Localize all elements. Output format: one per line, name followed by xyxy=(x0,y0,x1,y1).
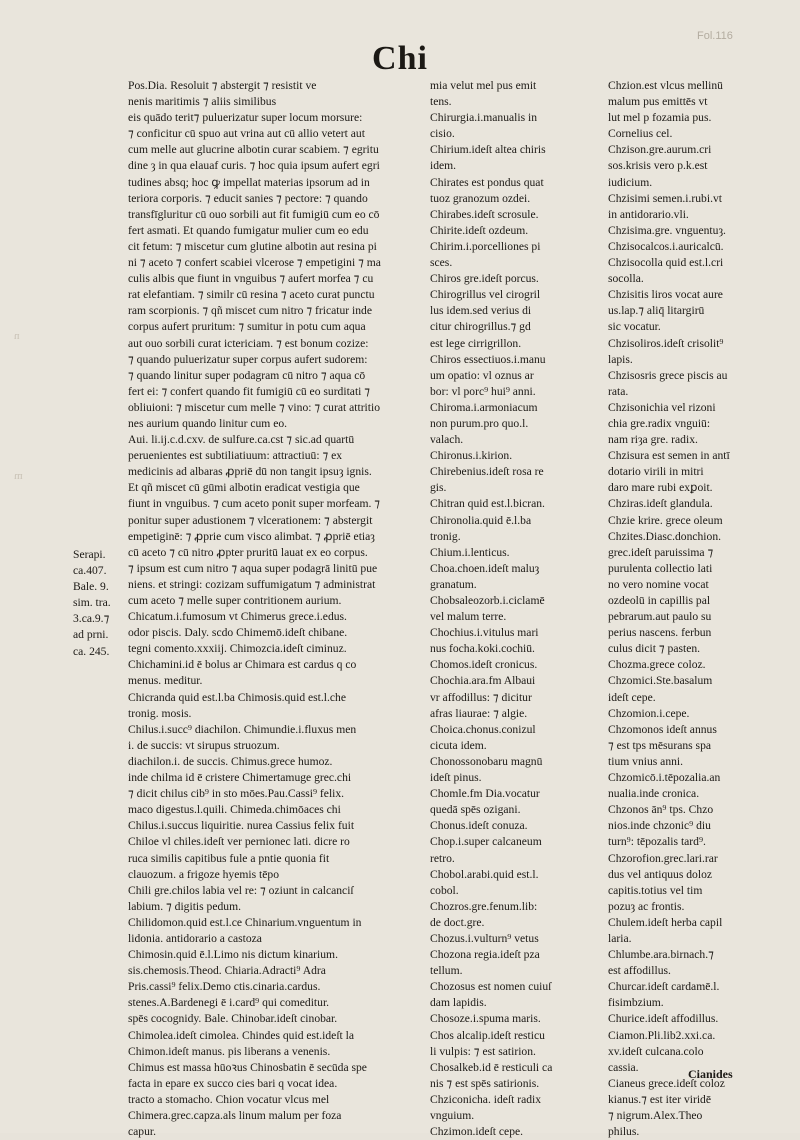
text-line: Chiroma.i.armoniacum xyxy=(430,400,538,414)
text-line: Chzomicō.i.tēpozalia.an xyxy=(608,771,721,785)
text-line: sic vocatur. xyxy=(608,320,661,334)
text-line: sces. xyxy=(430,256,453,270)
text-line: kianus.⁊ est iter viridē xyxy=(608,1092,711,1106)
text-column-left xyxy=(128,78,428,1140)
text-line: rata. xyxy=(608,384,629,398)
text-line: nus focha.koki.cochiū. xyxy=(430,642,535,656)
text-line: pozuȝ ac frontis. xyxy=(608,899,685,913)
text-line: granatum. xyxy=(430,577,477,591)
text-line: Chili gre.chilos labia vel re: ⁊ oziunt in calcanciſ xyxy=(128,883,354,897)
text-line: dam lapidis. xyxy=(430,996,487,1010)
text-line: Cianeus grece.ideſt coloz xyxy=(608,1076,725,1090)
text-line: Chosalkeb.id ē resticuli ca xyxy=(430,1060,553,1074)
text-line: Chilus.i.succ⁹ diachilon. Chimundie.i.fluxus men xyxy=(128,722,357,736)
text-line: Chzomion.i.cepe. xyxy=(608,706,690,720)
text-line: gis. xyxy=(430,481,447,495)
text-line: xv.ideſt culcana.colo xyxy=(608,1044,704,1058)
text-line: Chimosin.quid ē.l.Limo nis dictum kinarium. xyxy=(128,948,338,962)
text-line: Chochia.ara.fm Albaui xyxy=(430,674,536,688)
text-line: philus. xyxy=(608,1125,640,1139)
text-line: vnguium. xyxy=(430,1109,475,1122)
bleed-through-mark: n xyxy=(14,330,20,342)
text-line: Chomle.fm Dia.vocatur xyxy=(430,787,540,801)
margin-note-line: Serapi. xyxy=(73,548,106,561)
text-line: Chochius.i.vitulus mari xyxy=(430,626,539,640)
text-line: Chos alcalip.ideſt resticu xyxy=(430,1028,545,1042)
text-line: medicinis ad albaras ꝓpriē dū non tangit ipsuȝ ignis. xyxy=(128,465,372,479)
text-line: nam riȝa gre. radix. xyxy=(608,433,698,447)
text-line: Chimera.grec.capza.als linum malum per foza xyxy=(128,1109,342,1122)
text-line: odor piscis. Daly. scdo Chimemō.ideſt chibane. xyxy=(128,626,348,640)
text-line: vr affodillus: ⁊ dicitur xyxy=(430,690,532,704)
text-line: Chozosus est nomen cuiuſ xyxy=(430,980,552,994)
text-line: dine ȝ in qua elauaf curis. ⁊ hoc quia ipsum aufert egri xyxy=(128,159,380,173)
text-line: Chzomonos ideſt annus xyxy=(608,722,717,736)
text-line: non purum.pro quo.l. xyxy=(430,416,529,430)
text-line: culus dicit ⁊ pasten. xyxy=(608,642,701,656)
text-line: sos.krisis vero p.k.est xyxy=(608,159,708,173)
margin-note-line: sim. tra. xyxy=(73,596,111,610)
text-line: Chium.i.lenticus. xyxy=(430,545,510,559)
text-line: Chop.i.super calcaneum xyxy=(430,835,542,849)
text-line: Chonossonobaru magnū xyxy=(430,754,543,768)
text-line: Chzorofion.grec.lari.rar xyxy=(608,851,718,865)
text-line: lapis. xyxy=(608,352,633,366)
text-line: Chzomici.Ste.basalum xyxy=(608,674,713,688)
text-line: obliuioni: ⁊ miscetur cum melle ⁊ vino: ⁊ curat attritio xyxy=(128,400,381,414)
catchword: Cianides xyxy=(688,1067,733,1081)
text-line: nualia.inde cronica. xyxy=(608,787,700,801)
text-line: Chzisoliros.ideſt crisolit⁹ xyxy=(608,336,724,350)
text-line: perius nascens. ferbun xyxy=(608,626,712,640)
text-line: cū aceto ⁊ cū nitro ꝓpter pruritū lauat ex eo corpus. xyxy=(128,545,368,559)
text-line: nenis maritimis ⁊ aliis similibus xyxy=(128,95,277,109)
text-line: Chirite.ideſt ozdeum. xyxy=(430,223,529,237)
text-line: Chzie krire. grece oleum xyxy=(608,513,723,527)
text-line: capitis.totius vel tim xyxy=(608,883,703,897)
text-line: tellum. xyxy=(430,964,463,978)
text-line: Churice.ideſt affodillus. xyxy=(608,1012,719,1026)
text-line: um opatio: vl oznus ar xyxy=(430,368,534,382)
text-line: Chozma.grece coloz. xyxy=(608,658,706,672)
text-line: chia gre.radix vnguiū: xyxy=(608,416,711,430)
text-line: cisio. xyxy=(430,127,455,141)
text-line: Chzisura est semen in antī xyxy=(608,449,730,463)
text-line: Chomos.ideſt cronicus. xyxy=(430,658,538,672)
text-line: clauozum. a frigoze hyemis tēpo xyxy=(128,867,279,881)
text-line: ruca similis capitibus fule a pntie quonia fit xyxy=(128,851,330,865)
text-line: Chironolia.quid ē.l.ba xyxy=(430,513,532,527)
text-line: Chzisonichia vel rizoni xyxy=(608,400,716,414)
margin-note-line: Bale. 9. xyxy=(73,580,109,594)
text-line: lut mel p fozamia pus. xyxy=(608,111,712,125)
text-line: dus vel antiquus doloz xyxy=(608,867,713,881)
text-line: nes aurium quando linitur cum eo. xyxy=(128,416,288,430)
text-line: purulenta collectio lati xyxy=(608,561,713,575)
text-line: Chlumbe.ara.birnach.⁊ xyxy=(608,948,714,962)
text-line: Chirogrillus vel cirogril xyxy=(430,288,541,302)
text-line: Chiros gre.ideſt porcus. xyxy=(430,272,539,286)
text-line: Chirabes.ideſt scrosule. xyxy=(430,207,539,221)
text-line: ⁊ quando linitur super podagram cū nitro ⁊ aqua cō xyxy=(128,368,366,382)
text-line: cit fetum: ⁊ miscetur cum glutine albotin aut resina pi xyxy=(128,239,377,253)
text-line: dotario virili in mitri xyxy=(608,465,704,479)
margin-note-line: 3.ca.9.⁊ xyxy=(73,612,110,626)
margin-note-line: ca. 245. xyxy=(73,644,110,658)
text-line: Chziconicha. ideſt radix xyxy=(430,1092,542,1106)
text-line: Chzison.gre.aurum.cri xyxy=(608,143,712,157)
text-line: labium. ⁊ digitis pedum. xyxy=(128,899,241,913)
text-line: Chirim.i.porcelliones pi xyxy=(430,239,541,253)
text-line: corpus aufert pruritum: ⁊ sumitur in potu cum aqua xyxy=(128,320,366,334)
bleed-through-mark: m xyxy=(14,470,23,482)
text-line: Chozros.gre.fenum.lib: xyxy=(430,899,538,913)
text-line: ⁊ conficitur cū spuo aut vrina aut cū allio vetert aut xyxy=(128,127,365,141)
text-line: no vero nomine vocat xyxy=(608,577,709,591)
text-line: laria. xyxy=(608,931,632,945)
text-line: Chonus.ideſt conuza. xyxy=(430,819,528,833)
text-line: lus idem.sed verius di xyxy=(430,304,532,318)
text-line: turn⁹: tēpozalis tard⁹. xyxy=(608,835,706,849)
text-line: ponitur super adustionem ⁊ vlcerationem: ⁊ abstergit xyxy=(128,513,373,527)
text-line: iudicium. xyxy=(608,175,653,189)
text-line: socolla. xyxy=(608,272,644,286)
text-line: cum aceto ⁊ melle super contritionem aurium. xyxy=(128,594,342,607)
text-line: pebrarum.aut paulo su xyxy=(608,610,712,624)
text-line: citur chirogrillus.⁊ gd xyxy=(430,320,531,334)
text-line: Chzion.est vlcus mellinū xyxy=(608,79,723,92)
text-line: facta in epare ex succo cies bari q vocat idea. xyxy=(128,1076,338,1090)
text-line: cassia. xyxy=(608,1060,639,1074)
text-line: cum melle aut glucrine albotin curar scabiem. ⁊ egritu xyxy=(128,143,379,157)
text-line: ram scorpionis. ⁊ qñ miscet cum nitro ⁊ fricatur inde xyxy=(128,304,372,318)
text-line: quedā spēs ozigani. xyxy=(430,803,521,817)
text-line: Churcar.ideſt cardamē.l. xyxy=(608,980,720,994)
text-line: Chicatum.i.fumosum vt Chimerus grece.i.edus. xyxy=(128,610,347,624)
text-line: Et qñ miscet cū gūmi albotin eradicat vestigia que xyxy=(128,481,360,495)
text-line: Chosoze.i.spuma maris. xyxy=(430,1012,541,1026)
text-line: mia velut mel pus emit xyxy=(430,79,537,92)
text-line: ozdeolū in capillis pal xyxy=(608,594,711,607)
margin-note-line: ca.407. xyxy=(73,564,107,578)
text-line: Chulem.ideſt herba capil xyxy=(608,915,723,929)
text-line: de doct.gre. xyxy=(430,915,485,929)
text-line: Chitran quid est.l.bicran. xyxy=(430,497,545,511)
text-line: tuoz granozum ozdei. xyxy=(430,191,531,205)
text-line: Chozus.i.vulturn⁹ vetus xyxy=(430,931,539,945)
text-line: stenes.A.Bardenegi ē i.card⁹ qui comeditur. xyxy=(128,996,330,1010)
pencil-folio-note: Fol.116 xyxy=(697,30,733,42)
text-line: Chimus est massa hūoꝛus Chinosbatin ē secūda spe xyxy=(128,1060,367,1074)
text-line: Chimon.ideſt manus. pis liberans a venenis. xyxy=(128,1044,331,1058)
text-line: fisimbzium. xyxy=(608,996,664,1010)
text-line: Chobol.arabi.quid est.l. xyxy=(430,867,539,881)
text-line: Chichamini.id ē bolus ar Chimara est cardus q co xyxy=(128,658,357,672)
text-line: Ciamon.Pli.lib2.xxi.ca. xyxy=(608,1028,716,1042)
text-line: Chiloe vl chiles.ideſt ver pernionec lati. dicre ro xyxy=(128,835,350,849)
text-line: sis.chemosis.Theod. Chiaria.Adracti⁹ Adra xyxy=(128,964,326,978)
text-line: idem. xyxy=(430,159,457,173)
text-line: ⁊ est tps mēsurans spa xyxy=(608,738,712,752)
text-line: us.lap.⁊ aliq̄ litargirū xyxy=(608,304,705,318)
text-line: diachilon.i. de succis. Chimus.grece humoz. xyxy=(128,754,333,768)
text-line: tegni comento.xxxiij. Chimozcia.ideſt ciminuz. xyxy=(128,642,347,656)
text-line: Chirates est pondus quat xyxy=(430,175,544,189)
text-line: Chzisimi semen.i.rubi.vt xyxy=(608,191,722,205)
text-line: Chzisocolla quid est.l.cri xyxy=(608,256,724,270)
text-line: ⁊ nigrum.Alex.Theo xyxy=(608,1109,703,1122)
text-line: Chzimon.ideſt cepe. xyxy=(430,1125,524,1139)
text-line: Chobsaleozorb.i.ciclamē xyxy=(430,594,545,607)
text-line: Cornelius cel. xyxy=(608,127,673,141)
text-line: cobol. xyxy=(430,883,459,897)
text-column-right xyxy=(608,78,784,1140)
text-line: valach. xyxy=(430,433,464,447)
text-line: capur. xyxy=(128,1125,157,1139)
text-line: Chiros essectiuos.i.manu xyxy=(430,352,546,366)
text-line: Chirebenius.ideſt rosa re xyxy=(430,465,544,479)
text-line: menus. meditur. xyxy=(128,674,203,688)
text-line: vel malum terre. xyxy=(430,610,507,624)
text-line: ⁊ ipsum est cum nitro ⁊ aqua super podagrā linitū pue xyxy=(128,561,378,575)
text-line: Chilidomon.quid est.l.ce Chinarium.vnguentum in xyxy=(128,915,362,929)
text-line: tracto a stomacho. Chion vocatur vlcus mel xyxy=(128,1092,330,1106)
text-line: li vulpis: ⁊ est satirion. xyxy=(430,1044,536,1058)
text-line: tium vnius anni. xyxy=(608,754,684,768)
text-line: ideſt cepe. xyxy=(608,690,656,704)
text-line: Chzisocalcos.i.auricalcū. xyxy=(608,239,724,253)
text-line: lidonia. antidorario a castoza xyxy=(128,931,262,945)
text-line: Chirium.ideſt altea chiris xyxy=(430,143,546,157)
text-line: tens. xyxy=(430,95,452,109)
text-line: Chzisosris grece piscis au xyxy=(608,368,728,382)
text-line: malum pus emittēs vt xyxy=(608,95,708,109)
text-line: Chzisima.gre. vnguentuȝ. xyxy=(608,223,726,237)
text-line: ni ⁊ aceto ⁊ confert scabiei vlcerose ⁊ empetigini ⁊ ma xyxy=(128,256,381,270)
text-line: grec.ideſt paruissima ⁊ xyxy=(608,545,714,559)
text-line: fiunt in vnguibus. ⁊ cum aceto ponit super morfeam. ⁊ xyxy=(128,497,381,511)
text-line: Chicranda quid est.l.ba Chimosis.quid est.l.che xyxy=(128,690,346,704)
text-line: retro. xyxy=(430,851,455,865)
text-line: Chziras.ideſt glandula. xyxy=(608,497,713,511)
margin-note-line: ad prni. xyxy=(73,628,109,642)
text-line: Choica.chonus.conizul xyxy=(430,722,536,736)
text-line: est lege cirrigrillon. xyxy=(430,336,522,350)
text-line: tronig. mosis. xyxy=(128,706,192,720)
text-line: peruenientes est subtiliatiuum: attractiuū: ⁊ ex xyxy=(128,449,343,463)
text-line: ⁊ quando puluerizatur super corpus aufert sudorem: xyxy=(128,352,368,366)
text-line: est affodillus. xyxy=(608,964,671,978)
text-line: ⁊ dicit chilus cib⁹ in sto mōes.Pau.Cassi⁹ felix. xyxy=(128,787,345,801)
text-line: afras liaurae: ⁊ algie. xyxy=(430,706,528,720)
text-line: nios.inde chzonic⁹ diu xyxy=(608,819,711,833)
text-line: Chimolea.ideſt cimolea. Chindes quid est.ideſt la xyxy=(128,1028,355,1042)
text-line: tronig. xyxy=(430,529,461,543)
text-line: ideſt pinus. xyxy=(430,771,482,785)
text-line: Pris.cassi⁹ felix.Demo ctis.cinaria.cardus. xyxy=(128,980,321,994)
text-line: niens. et stringi: cozizam suffumigatum ⁊ administrat xyxy=(128,577,376,591)
text-line: in antidorario.vli. xyxy=(608,207,689,221)
text-line: Aui. li.ij.c.d.cxv. de sulfure.ca.cst ⁊ sic.ad quartū xyxy=(128,433,355,447)
text-line: i. de succis: vt sirupus struozum. xyxy=(128,738,280,752)
text-line: eis quādo terit⁊ puluerizatur super locum morsure: xyxy=(128,111,363,125)
text-line: teriora corporis. ⁊ educit sanies ⁊ pectore: ⁊ quando xyxy=(128,191,368,205)
text-line: Pos.Dia. Resoluit ⁊ abstergit ⁊ resistit ve xyxy=(128,79,317,92)
text-line: Chzisitis liros vocat aure xyxy=(608,288,723,302)
text-line: maco digestus.l.quili. Chimeda.chimōaces chi xyxy=(128,803,341,817)
text-line: empetiginē: ⁊ ꝓprie cum visco alimbat. ⁊ ꝓpriē etiaȝ xyxy=(128,529,375,543)
text-line: daro mare rubi exꝑoit. xyxy=(608,481,713,495)
text-line: rat elefantiam. ⁊ similr cū resina ⁊ aceto curat punctu xyxy=(128,288,375,302)
text-line: aut ouo sorbili curat ictericiam. ⁊ est bonum cozize: xyxy=(128,336,369,350)
text-line: Chzonos ān⁹ tps. Chzo xyxy=(608,803,714,817)
text-line: Chilus.i.succus liquiritie. nurea Cassius felix fuit xyxy=(128,819,355,833)
text-line: Chzites.Diasc.donchion. xyxy=(608,529,722,543)
text-line: culis albis que fiunt in vnguibus ⁊ aufert morfea ⁊ cu xyxy=(128,272,374,286)
text-line: Chironus.i.kirion. xyxy=(430,449,513,463)
text-line: tudines absq; hoc ꝙ impellat materias ipsorum ad in xyxy=(128,175,370,189)
text-line: transfīgluritur cū ouo sorbili aut fit fumigiū cum eo cō xyxy=(128,207,380,221)
text-line: inde chilma id ē cristere Chimertamuge grec.chi xyxy=(128,771,352,785)
text-line: fert ei: ⁊ confert quando fit fumigiū cū eo surditati ⁊ xyxy=(128,384,371,398)
text-line: nis ⁊ est spēs satirionis. xyxy=(430,1076,540,1090)
marginal-reference-note xyxy=(73,547,135,660)
page-header: Chi xyxy=(372,40,428,77)
text-line: Chozona regia.ideſt pza xyxy=(430,948,540,962)
text-line: fert asmati. Et quando fumigatur mulier cum eo edu xyxy=(128,223,369,237)
text-column-middle xyxy=(430,78,606,1140)
text-line: spēs cocognidy. Bale. Chinobar.ideſt cinobar. xyxy=(128,1012,338,1026)
text-line: bor: vl porc⁹ hui⁹ anni. xyxy=(430,384,536,398)
text-line: Choa.choen.ideſt maluȝ xyxy=(430,561,540,575)
text-line: Chirurgia.i.manualis in xyxy=(430,111,538,125)
text-line: cicuta idem. xyxy=(430,738,487,752)
